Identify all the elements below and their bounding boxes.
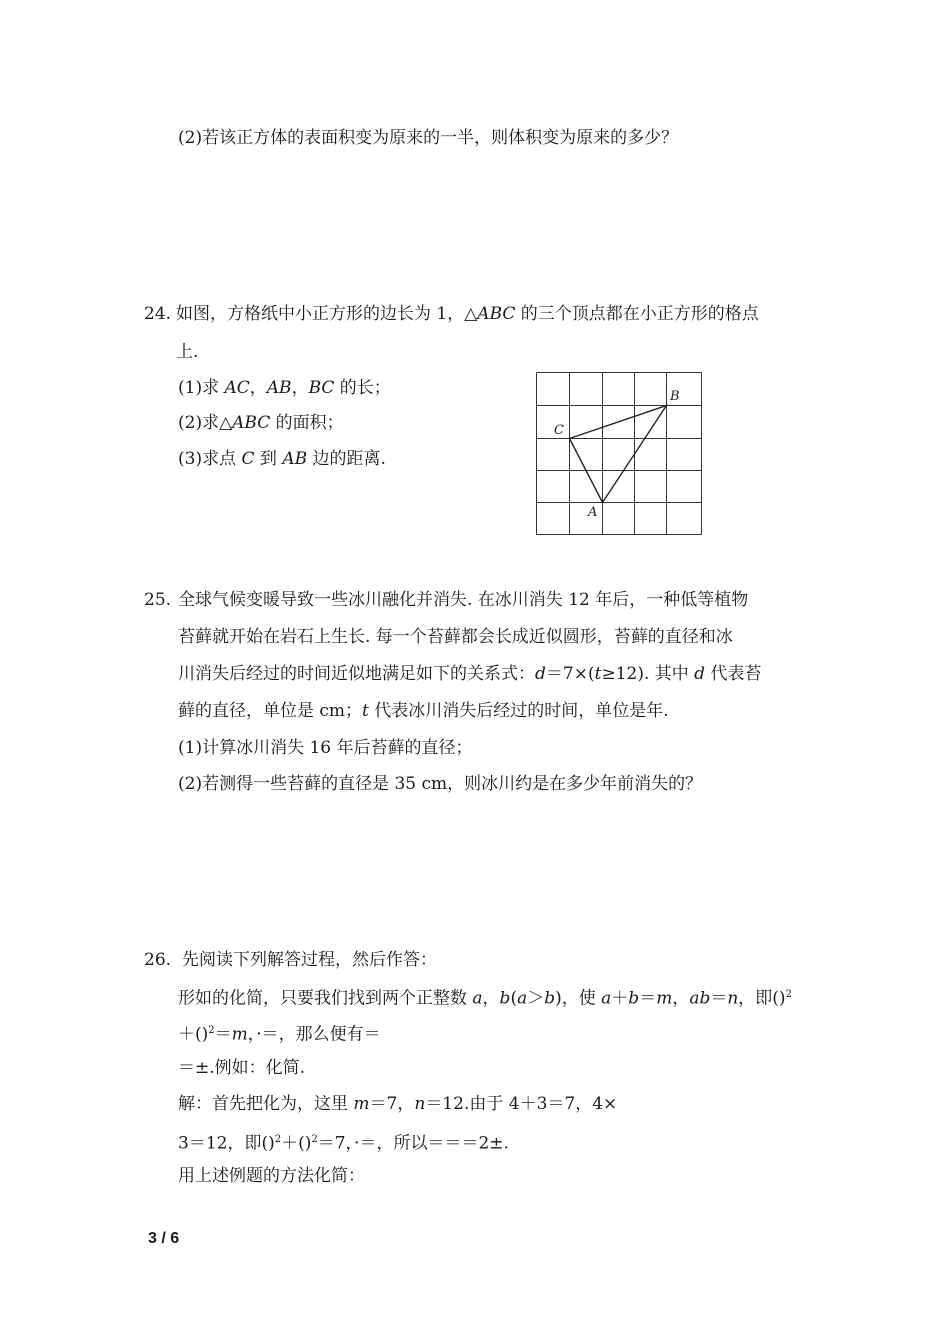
vertex-label-a: A [588,505,598,520]
triangle-abc [570,406,667,503]
q23-part2: (2)若该正方体的表面积变为原来的一半，则体积变为原来的多少？ [178,128,679,148]
q25-part1: (1)计算冰川消失 16 年后苔藓的直径； [178,738,473,758]
q25-number: 25. [144,590,172,610]
q25-line1: 全球气候变暖导致一些冰川融化并消失. 在冰川消失 12 年后，一种低等植物 [178,590,749,610]
triangle-grid-figure [534,370,704,538]
q24-part2: (2)求△ABC 的面积； [178,413,344,433]
q26-number: 26. [144,950,172,970]
q26-line4: ＝±.例如：化简. [178,1058,306,1078]
q25-line4: 藓的直径，单位是 cm；t 代表冰川消失后经过的时间，单位是年. [178,701,669,721]
q26-line5: 解：首先把化为，这里 m＝7，n＝12.由于 4＋3＝7，4× [178,1094,618,1114]
q26-line1: 先阅读下列解答过程，然后作答： [182,950,437,970]
q26-line7: 用上述例题的方法化简： [178,1166,365,1186]
q24-part1: (1)求 AC，AB，BC 的长； [178,378,391,398]
q26-line6: 3＝12，即()$^2$＋()$^2$＝7，·＝，所以＝＝＝2±. [178,1133,509,1154]
q24-part3: (3)求点 C 到 AB 边的距离. [178,449,386,469]
q25-line2: 苔藓就开始在岩石上生长. 每一个苔藓都会长成近似圆形，苔藓的直径和冰 [178,627,733,647]
vertex-label-b: B [670,389,680,404]
q26-line3: ＋()$^2$＝m，·＝，那么便有＝ [178,1024,381,1045]
q26-line2: 形如的化简，只要我们找到两个正整数 a，b(a＞b)，使 a＋b＝m，ab＝n，即()$^2$ [178,988,792,1009]
q24-stem-line2: 上. [176,342,199,362]
q24-number: 24. [144,304,172,324]
q25-line3: 川消失后经过的时间近似地满足如下的关系式：d＝7×(t≥12). 其中 d 代表苔 [178,664,762,684]
q24-stem-line1: 如图，方格纸中小正方形的边长为 1，△ABC 的三个顶点都在小正方形的格点 [176,304,759,324]
q25-part2: (2)若测得一些苔藓的直径是 35 cm，则冰川约是在多少年前消失的？ [178,774,703,794]
vertex-label-c: C [554,423,564,438]
page-number: 3 / 6 [148,1230,180,1247]
